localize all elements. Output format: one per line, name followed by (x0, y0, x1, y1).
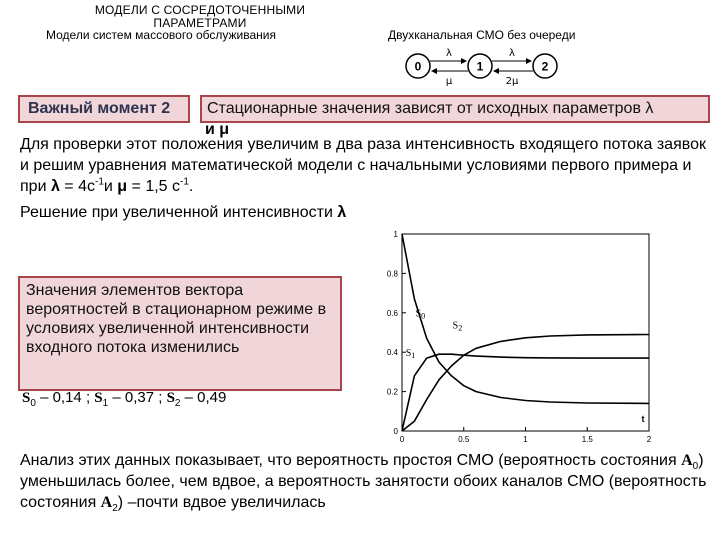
state-label-1: 1 (476, 59, 484, 74)
series-label-s2: $S_2$ (452, 320, 463, 333)
y-tick-label: 0.6 (386, 308, 398, 318)
s1-value: – 0,37 ; (108, 389, 167, 406)
statement-tail: и μ (205, 121, 230, 138)
paragraph-2 (20, 450, 712, 513)
paragraph-1-end: . (188, 178, 194, 195)
label-lambda-12: λ (509, 48, 515, 59)
header-title: МОДЕЛИ С СОСРЕДОТОЧЕННЫМИ ПАРАМЕТРАМИ (94, 3, 306, 30)
header-subtitle: Модели систем массового обслуживания (46, 28, 276, 42)
paragraph-2-part-b: ) уменьшилась более, чем вдвое, а вероятность занятости обоих каналов СМО (вероятность состояния (20, 452, 707, 511)
s1-symbol: S (94, 390, 103, 406)
mu-value: = 1,5 с (127, 178, 181, 195)
s2-symbol: S (166, 390, 175, 406)
plot-frame (402, 234, 649, 431)
solution-lambda: λ (337, 204, 347, 221)
x-tick-label: 1 (523, 435, 528, 444)
values-box (18, 276, 342, 391)
key-point-label: Важный момент 2 (28, 100, 171, 117)
series-label-sub: 2 (458, 323, 463, 333)
s1-sub: 1 (102, 398, 109, 409)
statement-text: Стационарные значения зависят от исходных параметров λ (207, 100, 654, 117)
s0-symbol: S (22, 390, 31, 406)
a2-symbol: A (100, 494, 113, 511)
paragraph-1 (20, 134, 710, 197)
state-values (22, 389, 226, 407)
y-tick-label: 0 (393, 427, 398, 436)
state-label-2: 2 (541, 59, 549, 74)
values-box-text: Значения элементов вектора вероятностей в стационарном режиме в условиях увеличенной интенсивности входного потока изменились (26, 282, 327, 356)
lambda-value: = 4с (59, 178, 95, 195)
series-label-s0: $S_0$ (415, 308, 426, 321)
s2-value: – 0,49 (180, 389, 227, 406)
paragraph-2-part-c: ) –почти вдвое увеличилась (117, 494, 326, 511)
x-axis-label: t (641, 414, 645, 424)
state-label-0: 0 (414, 59, 422, 74)
solution-line (20, 204, 346, 222)
y-tick-label: 0.4 (386, 348, 398, 358)
y-tick-label: 1 (393, 230, 398, 239)
key-point-box (18, 95, 190, 123)
s0-value: – 0,14 ; (35, 389, 95, 406)
paragraph-1-text: Для проверки этот положения увеличим в два раза интенсивность входящего потока заявок и решим уравнения математической модели с начальными условиями первого примера и при (20, 136, 706, 195)
a2-sub: 2 (112, 503, 118, 515)
lambda-symbol: λ (50, 178, 60, 195)
series-label-s1: $S_1$ (405, 348, 416, 361)
series-label-sub: 1 (411, 351, 416, 361)
y-tick-label: 0.2 (386, 387, 398, 397)
mu-symbol: μ (117, 178, 128, 195)
paragraph-2-part-a: Анализ этих данных показывает, что вероятность простоя СМО (вероятность состояния (20, 452, 682, 469)
label-2mu-21: 2μ (505, 76, 519, 87)
statement-box (200, 95, 710, 123)
x-tick-label: 0 (399, 435, 405, 444)
x-tick-label: 1.5 (581, 435, 593, 444)
label-lambda-01: λ (446, 48, 452, 59)
series-line-s2 (402, 335, 649, 432)
and-text: и (103, 178, 118, 195)
series-line-s0 (402, 234, 649, 403)
y-tick-label: 0.8 (386, 269, 398, 279)
a0-sub: 0 (692, 461, 699, 473)
solution-text: Решение при увеличенной интенсивности (20, 204, 338, 221)
x-tick-label: 2 (646, 435, 652, 444)
s0-sub: 0 (30, 398, 36, 409)
series-line-s1 (402, 354, 649, 431)
label-mu-10: μ (445, 76, 453, 87)
diagram-title: Двухканальная СМО без очереди (388, 28, 576, 42)
mu-exponent: -1 (180, 176, 189, 188)
a0-symbol: A (681, 452, 693, 469)
s2-sub: 2 (174, 398, 181, 409)
x-tick-label: 0.5 (458, 435, 470, 444)
lambda-exponent: -1 (95, 176, 104, 188)
state-diagram (398, 44, 568, 88)
probability-chart (362, 226, 662, 446)
series-label-sub: 0 (421, 311, 426, 321)
